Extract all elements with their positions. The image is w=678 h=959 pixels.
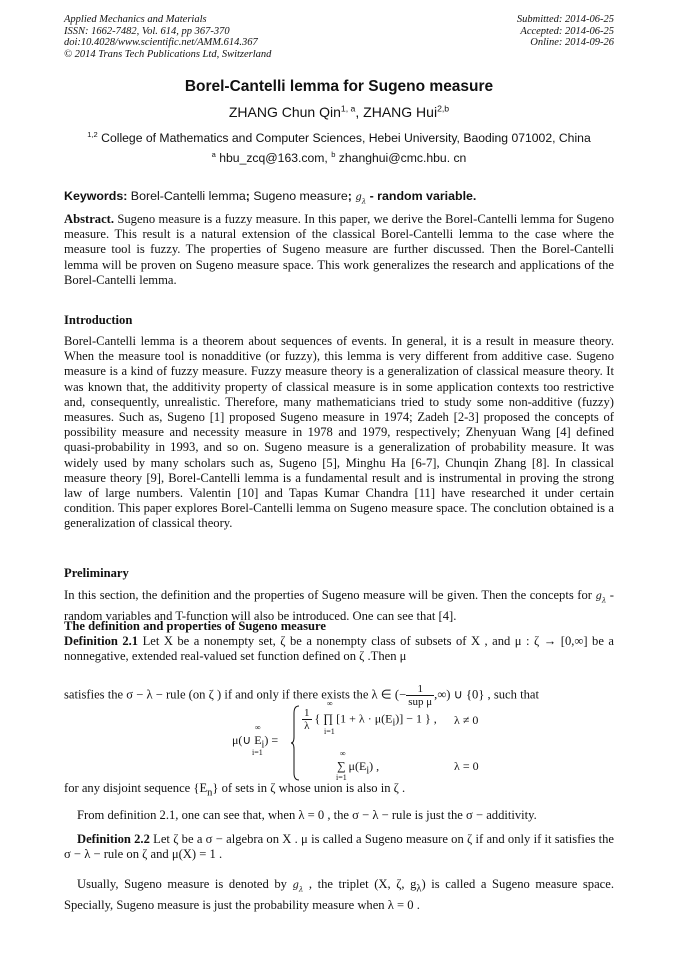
emails	[0, 151, 678, 165]
accepted-date: Accepted: 2014-06-25	[520, 25, 614, 37]
definition-2-1-note: From definition 2.1, one can see that, when λ = 0 , the σ − λ − rule is just the σ − additivity.	[77, 808, 537, 822]
case2-body: ∑ μ(E	[337, 759, 367, 773]
definition-2-1-line2b: ,∞) ∪ {0} , such that	[434, 687, 539, 702]
g-lambda-sub: λ	[298, 885, 304, 894]
online-date: Online: 2014-09-26	[530, 37, 614, 49]
keywords-label: Keywords:	[64, 189, 128, 203]
dates-info	[517, 14, 614, 49]
journal-name: Applied Mechanics and Materials	[64, 14, 207, 25]
g-lambda-symbol: g	[595, 591, 602, 602]
definition-2-2-label: Definition 2.2	[77, 832, 150, 846]
definition-2-1-label: Definition 2.1	[64, 634, 139, 648]
abstract	[64, 212, 614, 288]
triplet-sub: λ	[416, 883, 422, 895]
union-bottom: i=1	[252, 748, 263, 757]
prod-top: ∞	[327, 699, 333, 708]
frac-den: sup μ	[408, 696, 433, 708]
preliminary-heading: Preliminary	[64, 566, 129, 580]
introduction-text: Borel-Cantelli lemma is a theorem about sequences of events. In general, it is a result in measure theory. When the measure tool is nonadditive (or fuzzy), this lemma is very different from additive case. Sugeno measure is a kind of fuzzy measure. Fuzzy measure theory is a generalization of classical measure theory. It was known that, the additivity property of classical measure is in some application contexts too restrictive and, consequently, unrealistic. Therefore, many mathematicians tried to study some non-additive (fuzzy) measures. Such as, Sugeno [1] proposed Sugeno measure in 1974; Zadeh [2-3] proposed the concepts of possibility measure and necessity measure in 1978 and 1979, respectively; Zhenyuan Wang [4] defined quasi-probability in 1993, and so on. Sugeno measure is a generalization of probability measure. It was widely used by many scholars such as, Sugeno [5], Minghu Ha [6-7], Chunqin Zhang [8]. In classical measure theory [9], Borel-Cantelli lemma is a fundamental result and is instrumental in proving the strong law of large numbers. Valentin [10] and Tapas Kumar Chandra [11] have researched it under certain condition. This paper explores Borel-Cantelli lemma on Sugeno measure space. The conclution obtained is a generalization of classical theory.	[64, 334, 614, 531]
author-1: ZHANG Chun Qin	[228, 104, 341, 120]
case1-condition: λ ≠ 0	[454, 713, 479, 727]
case1-body-end: )] − 1 } ,	[395, 711, 437, 726]
fraction-1-over-lambda	[302, 707, 312, 732]
author-1-sup: 1, a	[340, 103, 356, 114]
case-1	[302, 707, 437, 732]
email-b-sup: b	[331, 149, 336, 159]
author-2-sup: 2,b	[437, 103, 450, 114]
definition-2-1-line1: Let X be a nonempty set, ζ be a nonempty class of subsets of X , and μ : ζ → [0,∞] be a nonnegative, extended real-valued set function defined on ζ .Then μ	[64, 634, 614, 664]
formula-lhs-text: μ(∪ E	[232, 733, 262, 747]
authors	[0, 104, 678, 120]
case1-body: { ∏ [1 + λ · μ(E	[314, 711, 393, 726]
definition-2-2-text: Let ζ be a σ − algebra on X . μ is called a Sugeno measure on ζ if and only if it satisfies the σ − λ − rule on ζ and μ(X) = 1 .	[64, 832, 615, 862]
email-a-sup: a	[211, 149, 216, 159]
usually-paragraph	[64, 877, 614, 913]
formula-lhs-sub: i	[261, 739, 265, 751]
case1-body-sub: i	[392, 717, 396, 729]
email-a[interactable]: hbu_zcq@163.com,	[215, 151, 332, 165]
email-b[interactable]: zhanghui@cmc.hbu. cn	[335, 151, 467, 165]
affiliation	[0, 131, 678, 145]
g-lambda-sub: λ	[361, 197, 367, 206]
copyright: © 2014 Trans Tech Publications Ltd, Switzerland	[64, 48, 272, 60]
journal-info	[64, 14, 271, 60]
g-lambda-symbol: g	[292, 880, 299, 891]
author-sep: ,	[355, 104, 364, 120]
case1-frac-num: 1	[304, 707, 310, 719]
subsection-heading: The definition and properties of Sugeno measure	[64, 619, 326, 633]
after-sub: n	[207, 787, 213, 799]
usually-text-1: Usually, Sugeno measure is denoted by	[77, 877, 293, 891]
g-lambda-sub: λ	[601, 596, 607, 605]
union-top: ∞	[255, 723, 261, 732]
abstract-label: Abstract.	[64, 212, 115, 226]
formula-lhs-close: ) =	[264, 733, 279, 747]
definition-2-1	[64, 634, 614, 664]
keyword-1: Borel-Cantelli lemma	[127, 189, 246, 203]
paper-title: Borel-Cantelli lemma for Sugeno measure	[184, 78, 494, 95]
case2-condition: λ = 0	[454, 759, 479, 773]
case2-body-sub: i	[366, 765, 370, 777]
preliminary-text-1: In this section, the definition and the properties of Sugeno measure will be given. Then the concepts for	[64, 588, 596, 602]
author-2: ZHANG Hui	[363, 104, 438, 120]
definition-2-1-after	[64, 781, 614, 801]
definition-2-2	[64, 832, 614, 862]
usually-text-3: ) is called a Sugeno measure space. Specially, Sugeno measure is just the probability measure when λ = 0 .	[64, 877, 614, 912]
keyword-sep-1: ;	[245, 189, 254, 203]
prod-bottom: i=1	[324, 727, 335, 736]
case1-frac-den: λ	[304, 720, 310, 732]
keyword-sep-2: ;	[347, 189, 356, 203]
doi: doi:10.4028/www.scientific.net/AMM.614.367	[64, 37, 258, 49]
after-text: for any disjoint sequence {E	[64, 781, 208, 795]
case2-body-end: ) ,	[369, 759, 380, 773]
usually-text-2: , the triplet (X, ζ, g	[303, 877, 417, 891]
keyword-3: - random variable.	[366, 189, 477, 203]
keywords	[64, 189, 614, 210]
sum-bottom: i=1	[336, 773, 347, 782]
left-brace	[290, 705, 300, 781]
affiliation-sup: 1,2	[87, 129, 98, 139]
affiliation-text: College of Mathematics and Computer Sciences, Hebei University, Baoding 071002, China	[97, 131, 591, 145]
submitted-date: Submitted: 2014-06-25	[516, 14, 614, 25]
keyword-2: Sugeno measure	[253, 189, 348, 203]
frac-num: 1	[406, 683, 434, 696]
after-end: } of sets in ζ whose union is also in ζ .	[212, 781, 406, 795]
issn: ISSN: 1662-7482, Vol. 614, pp 367-370	[64, 25, 230, 37]
introduction-heading: Introduction	[64, 313, 133, 327]
definition-2-1-line2a: satisfies the σ − λ − rule (on ζ ) if and only if there exists the λ ∈ (−	[64, 687, 407, 702]
abstract-text: Sugeno measure is a fuzzy measure. In this paper, we derive the Borel-Cantelli lemma for Sugeno measure. This result is a natural extension of the classical Borel-Cantelli lemma to the case where the measure tool is fuzzy. The properties of Sugeno measure are further discussed. Then the Borel-Cantelli lemma will be proven on Sugeno measure space. This work generalizes the research and applications of the Borel-Cantelli lemma.	[64, 212, 614, 287]
preliminary-text-2: - random variables and T-function will also be introduced. One can see that [4].	[64, 588, 614, 623]
sum-top: ∞	[340, 749, 346, 758]
g-lambda-symbol: g	[355, 192, 362, 203]
